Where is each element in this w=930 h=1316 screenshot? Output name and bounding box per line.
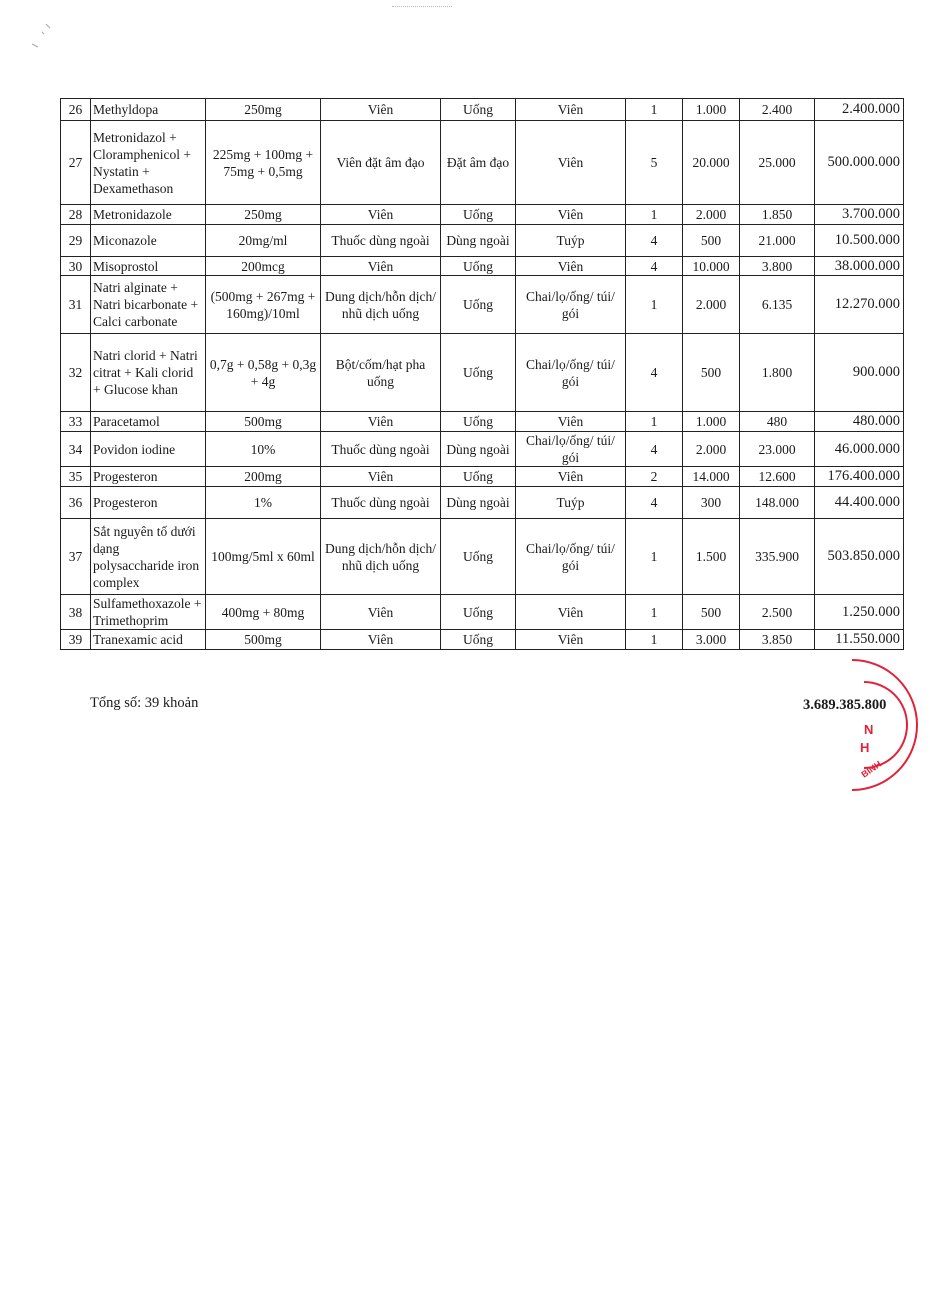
line-total: 3.700.000 — [815, 205, 904, 225]
drug-name: Tranexamic acid — [91, 630, 206, 650]
route: Dùng ngoài — [441, 432, 516, 467]
table-row — [61, 99, 904, 121]
drug-name: Natri clorid + Natri citrat + Kali clorid + Glucose khan — [91, 334, 206, 412]
grand-total: 3.689.385.800 — [803, 697, 887, 713]
dosage-form: Viên — [321, 99, 441, 121]
group: 4 — [626, 432, 683, 467]
dosage-form: Viên đặt âm đạo — [321, 121, 441, 205]
route: Uống — [441, 467, 516, 487]
group: 4 — [626, 334, 683, 412]
table-row — [61, 205, 904, 225]
red-seal-stamp — [812, 652, 930, 802]
unit: Viên — [516, 121, 626, 205]
route: Uống — [441, 519, 516, 595]
table-row — [61, 519, 904, 595]
unit-price: 6.135 — [740, 276, 815, 334]
unit-price: 2.400 — [740, 99, 815, 121]
dosage-form: Thuốc dùng ngoài — [321, 487, 441, 519]
row-number: 29 — [61, 225, 91, 257]
table-row — [61, 487, 904, 519]
route: Uống — [441, 205, 516, 225]
strength: 1% — [206, 487, 321, 519]
dosage-form: Viên — [321, 205, 441, 225]
dosage-form: Bột/cốm/hạt pha uống — [321, 334, 441, 412]
unit: Chai/lọ/ống/ túi/ gói — [516, 432, 626, 467]
row-number: 36 — [61, 487, 91, 519]
line-total: 480.000 — [815, 412, 904, 432]
unit-price: 2.500 — [740, 595, 815, 630]
unit: Chai/lọ/ống/ túi/ gói — [516, 334, 626, 412]
line-total: 500.000.000 — [815, 121, 904, 205]
quantity: 500 — [683, 334, 740, 412]
svg-text:H: H — [860, 740, 870, 755]
unit-price: 1.850 — [740, 205, 815, 225]
route: Uống — [441, 595, 516, 630]
group: 4 — [626, 257, 683, 276]
route: Uống — [441, 276, 516, 334]
strength: 0,7g + 0,58g + 0,3g + 4g — [206, 334, 321, 412]
unit-price: 25.000 — [740, 121, 815, 205]
dosage-form: Dung dịch/hỗn dịch/ nhũ dịch uống — [321, 276, 441, 334]
drug-name: Povidon iodine — [91, 432, 206, 467]
unit-price: 3.850 — [740, 630, 815, 650]
unit: Viên — [516, 412, 626, 432]
drug-name: Methyldopa — [91, 99, 206, 121]
row-number: 34 — [61, 432, 91, 467]
route: Uống — [441, 630, 516, 650]
quantity: 2.000 — [683, 432, 740, 467]
unit-price: 148.000 — [740, 487, 815, 519]
row-number: 27 — [61, 121, 91, 205]
quantity: 500 — [683, 595, 740, 630]
strength: 500mg — [206, 630, 321, 650]
quantity: 14.000 — [683, 467, 740, 487]
table-body — [61, 99, 904, 650]
dosage-form: Thuốc dùng ngoài — [321, 225, 441, 257]
row-number: 31 — [61, 276, 91, 334]
row-number: 38 — [61, 595, 91, 630]
unit: Tuýp — [516, 225, 626, 257]
route: Uống — [441, 412, 516, 432]
drug-name: Miconazole — [91, 225, 206, 257]
line-total: 10.500.000 — [815, 225, 904, 257]
strength: 250mg — [206, 99, 321, 121]
route: Dùng ngoài — [441, 487, 516, 519]
quantity: 1.500 — [683, 519, 740, 595]
unit: Viên — [516, 595, 626, 630]
table-row — [61, 412, 904, 432]
table-row — [61, 121, 904, 205]
dosage-form: Viên — [321, 595, 441, 630]
row-number: 32 — [61, 334, 91, 412]
line-total: 38.000.000 — [815, 257, 904, 276]
quantity: 1.000 — [683, 99, 740, 121]
group: 1 — [626, 99, 683, 121]
svg-text:N: N — [864, 722, 874, 737]
unit-price: 480 — [740, 412, 815, 432]
strength: 400mg + 80mg — [206, 595, 321, 630]
route: Đặt âm đạo — [441, 121, 516, 205]
unit: Tuýp — [516, 487, 626, 519]
row-number: 30 — [61, 257, 91, 276]
table-row — [61, 595, 904, 630]
dosage-form: Viên — [321, 257, 441, 276]
table-row — [61, 276, 904, 334]
drug-name: Progesteron — [91, 487, 206, 519]
line-total: 46.000.000 — [815, 432, 904, 467]
unit: Viên — [516, 99, 626, 121]
table-row — [61, 630, 904, 650]
scan-corner-mark — [28, 22, 54, 50]
row-number: 28 — [61, 205, 91, 225]
quantity: 2.000 — [683, 276, 740, 334]
table-row — [61, 467, 904, 487]
table-row — [61, 432, 904, 467]
unit-price: 21.000 — [740, 225, 815, 257]
row-number: 26 — [61, 99, 91, 121]
unit-price: 12.600 — [740, 467, 815, 487]
unit: Viên — [516, 630, 626, 650]
group: 4 — [626, 487, 683, 519]
drug-name: Metronidazol + Cloramphenicol + Nystatin + Dexamethason — [91, 121, 206, 205]
drug-table — [60, 98, 904, 650]
quantity: 10.000 — [683, 257, 740, 276]
drug-name: Sulfamethoxazole + Trimethoprim — [91, 595, 206, 630]
strength: 100mg/5ml x 60ml — [206, 519, 321, 595]
group: 1 — [626, 630, 683, 650]
line-total: 176.400.000 — [815, 467, 904, 487]
unit: Chai/lọ/ống/ túi/ gói — [516, 276, 626, 334]
route: Uống — [441, 99, 516, 121]
quantity: 3.000 — [683, 630, 740, 650]
line-total: 12.270.000 — [815, 276, 904, 334]
quantity: 500 — [683, 225, 740, 257]
drug-name: Sắt nguyên tố dưới dạng polysaccharide iron complex — [91, 519, 206, 595]
drug-name: Progesteron — [91, 467, 206, 487]
svg-text:BÌNH: BÌNH — [859, 758, 884, 780]
unit: Viên — [516, 205, 626, 225]
route: Uống — [441, 334, 516, 412]
dosage-form: Viên — [321, 630, 441, 650]
group: 1 — [626, 519, 683, 595]
strength: 250mg — [206, 205, 321, 225]
dosage-form: Viên — [321, 412, 441, 432]
dosage-form: Dung dịch/hỗn dịch/ nhũ dịch uống — [321, 519, 441, 595]
row-number: 39 — [61, 630, 91, 650]
strength: 500mg — [206, 412, 321, 432]
unit: Viên — [516, 257, 626, 276]
group: 2 — [626, 467, 683, 487]
quantity: 300 — [683, 487, 740, 519]
strength: 225mg + 100mg + 75mg + 0,5mg — [206, 121, 321, 205]
group: 1 — [626, 595, 683, 630]
row-number: 35 — [61, 467, 91, 487]
route: Dùng ngoài — [441, 225, 516, 257]
group: 4 — [626, 225, 683, 257]
row-number: 37 — [61, 519, 91, 595]
drug-name: Metronidazole — [91, 205, 206, 225]
unit: Chai/lọ/ống/ túi/ gói — [516, 519, 626, 595]
drug-name: Paracetamol — [91, 412, 206, 432]
line-total: 11.550.000 — [815, 630, 904, 650]
drug-name: Natri alginate + Natri bicarbonate + Calci carbonate — [91, 276, 206, 334]
unit-price: 1.800 — [740, 334, 815, 412]
quantity: 1.000 — [683, 412, 740, 432]
quantity: 20.000 — [683, 121, 740, 205]
dosage-form: Viên — [321, 467, 441, 487]
row-number: 33 — [61, 412, 91, 432]
group: 1 — [626, 205, 683, 225]
page-top-mark — [392, 0, 452, 7]
unit: Viên — [516, 467, 626, 487]
line-total: 44.400.000 — [815, 487, 904, 519]
drug-name: Misoprostol — [91, 257, 206, 276]
table-row — [61, 334, 904, 412]
group: 5 — [626, 121, 683, 205]
dosage-form: Thuốc dùng ngoài — [321, 432, 441, 467]
group: 1 — [626, 412, 683, 432]
line-total: 2.400.000 — [815, 99, 904, 121]
table-row — [61, 225, 904, 257]
quantity: 2.000 — [683, 205, 740, 225]
table-row — [61, 257, 904, 276]
route: Uống — [441, 257, 516, 276]
total-count-label: Tổng số: 39 khoản — [90, 695, 199, 711]
line-total: 503.850.000 — [815, 519, 904, 595]
strength: 200mcg — [206, 257, 321, 276]
unit-price: 335.900 — [740, 519, 815, 595]
line-total: 1.250.000 — [815, 595, 904, 630]
unit-price: 3.800 — [740, 257, 815, 276]
strength: 10% — [206, 432, 321, 467]
strength: (500mg + 267mg + 160mg)/10ml — [206, 276, 321, 334]
group: 1 — [626, 276, 683, 334]
strength: 200mg — [206, 467, 321, 487]
line-total: 900.000 — [815, 334, 904, 412]
strength: 20mg/ml — [206, 225, 321, 257]
unit-price: 23.000 — [740, 432, 815, 467]
